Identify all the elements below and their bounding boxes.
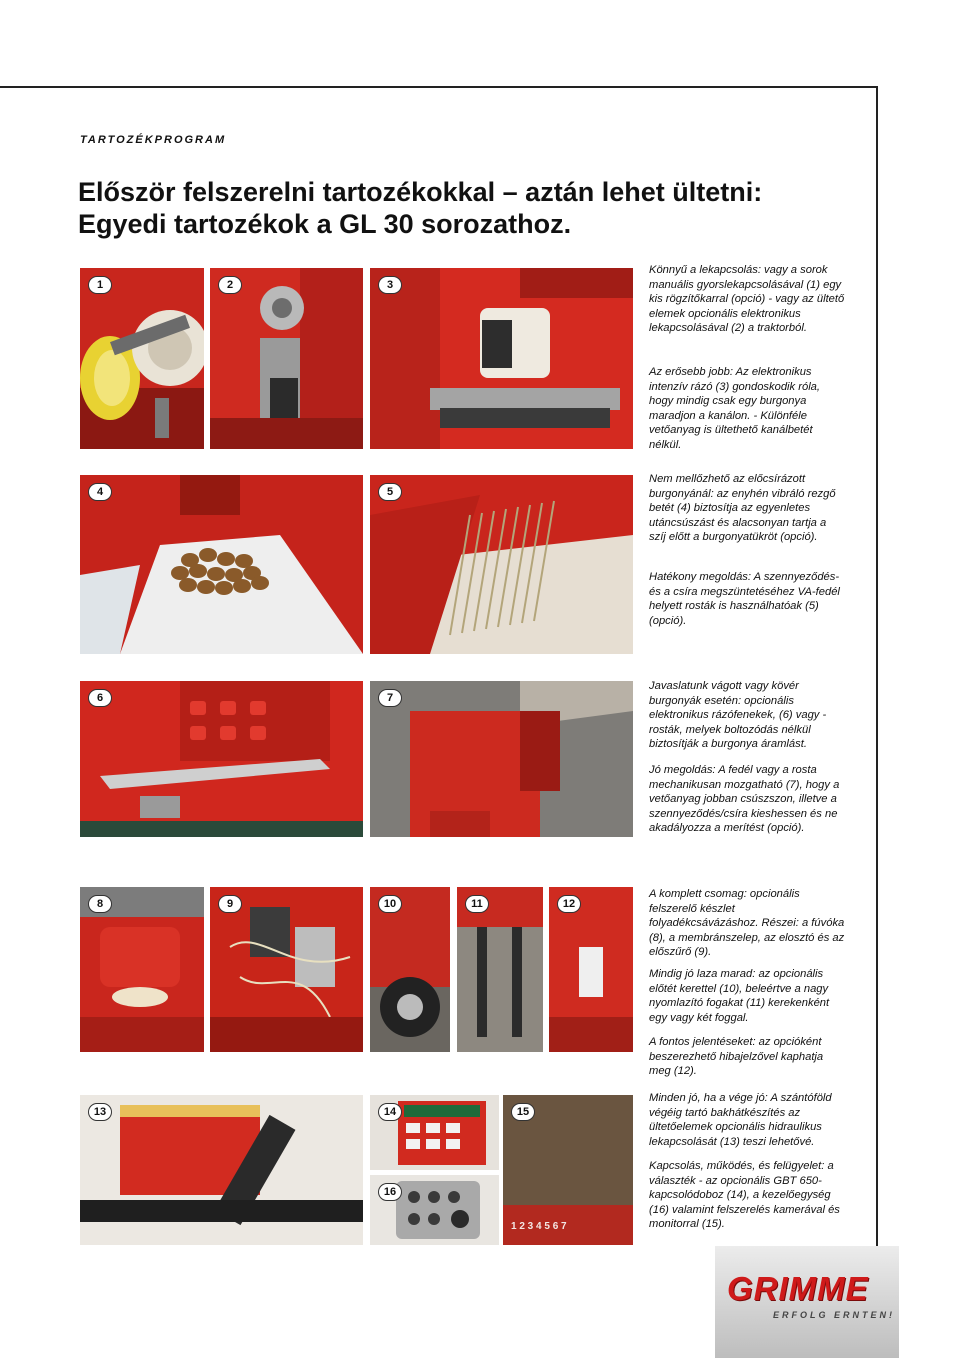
- photo-12: [549, 887, 633, 1052]
- photo-number: 10: [378, 895, 402, 913]
- title-line-2: Egyedi tartozékok a GL 30 sorozathoz.: [78, 209, 572, 239]
- shaker-cover-photo: [370, 681, 633, 837]
- logo-wordmark: GRIMME: [727, 1270, 869, 1307]
- photo-16: [370, 1175, 499, 1245]
- photo-7: [370, 681, 633, 837]
- photo-3: [370, 268, 633, 449]
- screen-grid-photo: [370, 475, 633, 654]
- marker-disc-photo: [80, 268, 204, 449]
- text-block: Könnyű a lekapcsolás: vagy a sorok manuális gyorslekapcsolásával (1) egy kis rögzítőkarral (opció) - vagy az ültető elemek opcionális elektronikus lekapcsolásával (2) a traktorból.: [649, 264, 845, 335]
- photo-9: [210, 887, 363, 1052]
- brand-logo: [715, 1246, 899, 1358]
- text-block: Javaslatunk vágott vagy kövér burgonyák esetén: opcionális elektronikus rázófenekek, (6) vagy -rosták, melyek boltozódás nélkül biztosítják a burgonya áramlást.: [649, 680, 827, 751]
- photo-number: 9: [218, 895, 242, 913]
- photo-number: 12: [557, 895, 581, 913]
- vibrator-cups-photo: [80, 681, 363, 837]
- photo-number: 15: [511, 1103, 535, 1121]
- photo-number: 2: [218, 276, 242, 294]
- page-title: [78, 176, 762, 240]
- photo-6: [80, 681, 363, 837]
- photo-1: [80, 268, 204, 449]
- photo-8: [80, 887, 204, 1052]
- photo-14: [370, 1095, 499, 1170]
- photo-10: [370, 887, 450, 1052]
- text-block: Nem mellőzhető az előcsírázott burgonyánál: az enyhén vibráló rezgő betét (4) biztosítja az egyenletes utáncsúszást és alacsonyan tartja a szíj előtt a burgonyatükröt (opció).: [649, 473, 836, 544]
- photo-number: 4: [88, 483, 112, 501]
- text-block: Mindig jó laza marad: az opcionális előtét kerettel (10), beleértve a nagy nyomlazító fogakat (11) kerekenként egy vagy két foggal.: [649, 968, 830, 1024]
- photo-number: 14: [378, 1103, 402, 1121]
- photo-number: 16: [378, 1183, 402, 1201]
- photo-5: [370, 475, 633, 654]
- logo-slogan: ERFOLG ERNTEN!: [773, 1310, 895, 1320]
- photo-number: 1: [88, 276, 112, 294]
- title-line-1: Először felszerelni tartozékokkal – aztán lehet ültetni:: [78, 177, 763, 207]
- text-block: Jó megoldás: A fedél vagy a rosta mechanikusan mozgatható (7), hogy a vetőanyag jobban csúszszon, illetve a szennyeződés/csíra kieshessen és ne akadályozza a merítést (opció).: [649, 764, 840, 835]
- section-label: TARTOZÉKPROGRAM: [80, 134, 227, 146]
- photo-number: 13: [88, 1103, 112, 1121]
- photo-number: 11: [465, 895, 489, 913]
- photo-number: 3: [378, 276, 402, 294]
- text-block: Hatékony megoldás: A szennyeződés- és a csíra megszüntetéséhez VA-fedél helyett rosták is használhatóak (5) (opció).: [649, 571, 840, 627]
- hydraulic-cylinder-photo: [80, 1095, 363, 1245]
- photo-number: 6: [88, 689, 112, 707]
- text-block: Kapcsolás, működés, és felügyelet: a választék - az opcionális GBT 650- kapcsolódoboz (14), a kezelőegység (16) valamint felszerelés kamerával és monitorral (15).: [649, 1160, 840, 1231]
- photo-number: 5: [378, 483, 402, 501]
- text-block: A fontos jelentéseket: az opcióként beszerezhető hibajelzővel kaphatja meg (12).: [649, 1036, 824, 1078]
- photo-number: 8: [88, 895, 112, 913]
- clutch-lever-photo: [210, 268, 363, 449]
- monitor-digits: 1 2 3 4 5 6 7: [511, 1221, 567, 1232]
- photo-13: [80, 1095, 363, 1245]
- hopper-tubers-photo: [80, 475, 363, 654]
- photo-4: [80, 475, 363, 654]
- photo-11: [457, 887, 543, 1052]
- photo-number: 7: [378, 689, 402, 707]
- text-block: Az erősebb jobb: Az elektronikus intenzív rázó (3) gondoskodik róla, hogy mindig csak egy burgonya maradjon a kanálon. - Különféle vetőanyag is ültethető kanálbetét nélkül.: [649, 366, 821, 451]
- text-block: Minden jó, ha a vége jó: A szántóföld végéig tartó bakhátkészítés az ültetőelemek opcionális hidraulikus lekapcsolását (13) teszi lehetővé.: [649, 1092, 832, 1148]
- photo-15: [503, 1095, 633, 1245]
- photo-2: [210, 268, 363, 449]
- text-block: A komplett csomag: opcionális felszerelő készlet folyadékcsávázáshoz. Részei: a fúvóka (8), a membránszelep, az elosztó és az előszűrő (9).: [649, 888, 845, 959]
- vibrator-photo: [370, 268, 633, 449]
